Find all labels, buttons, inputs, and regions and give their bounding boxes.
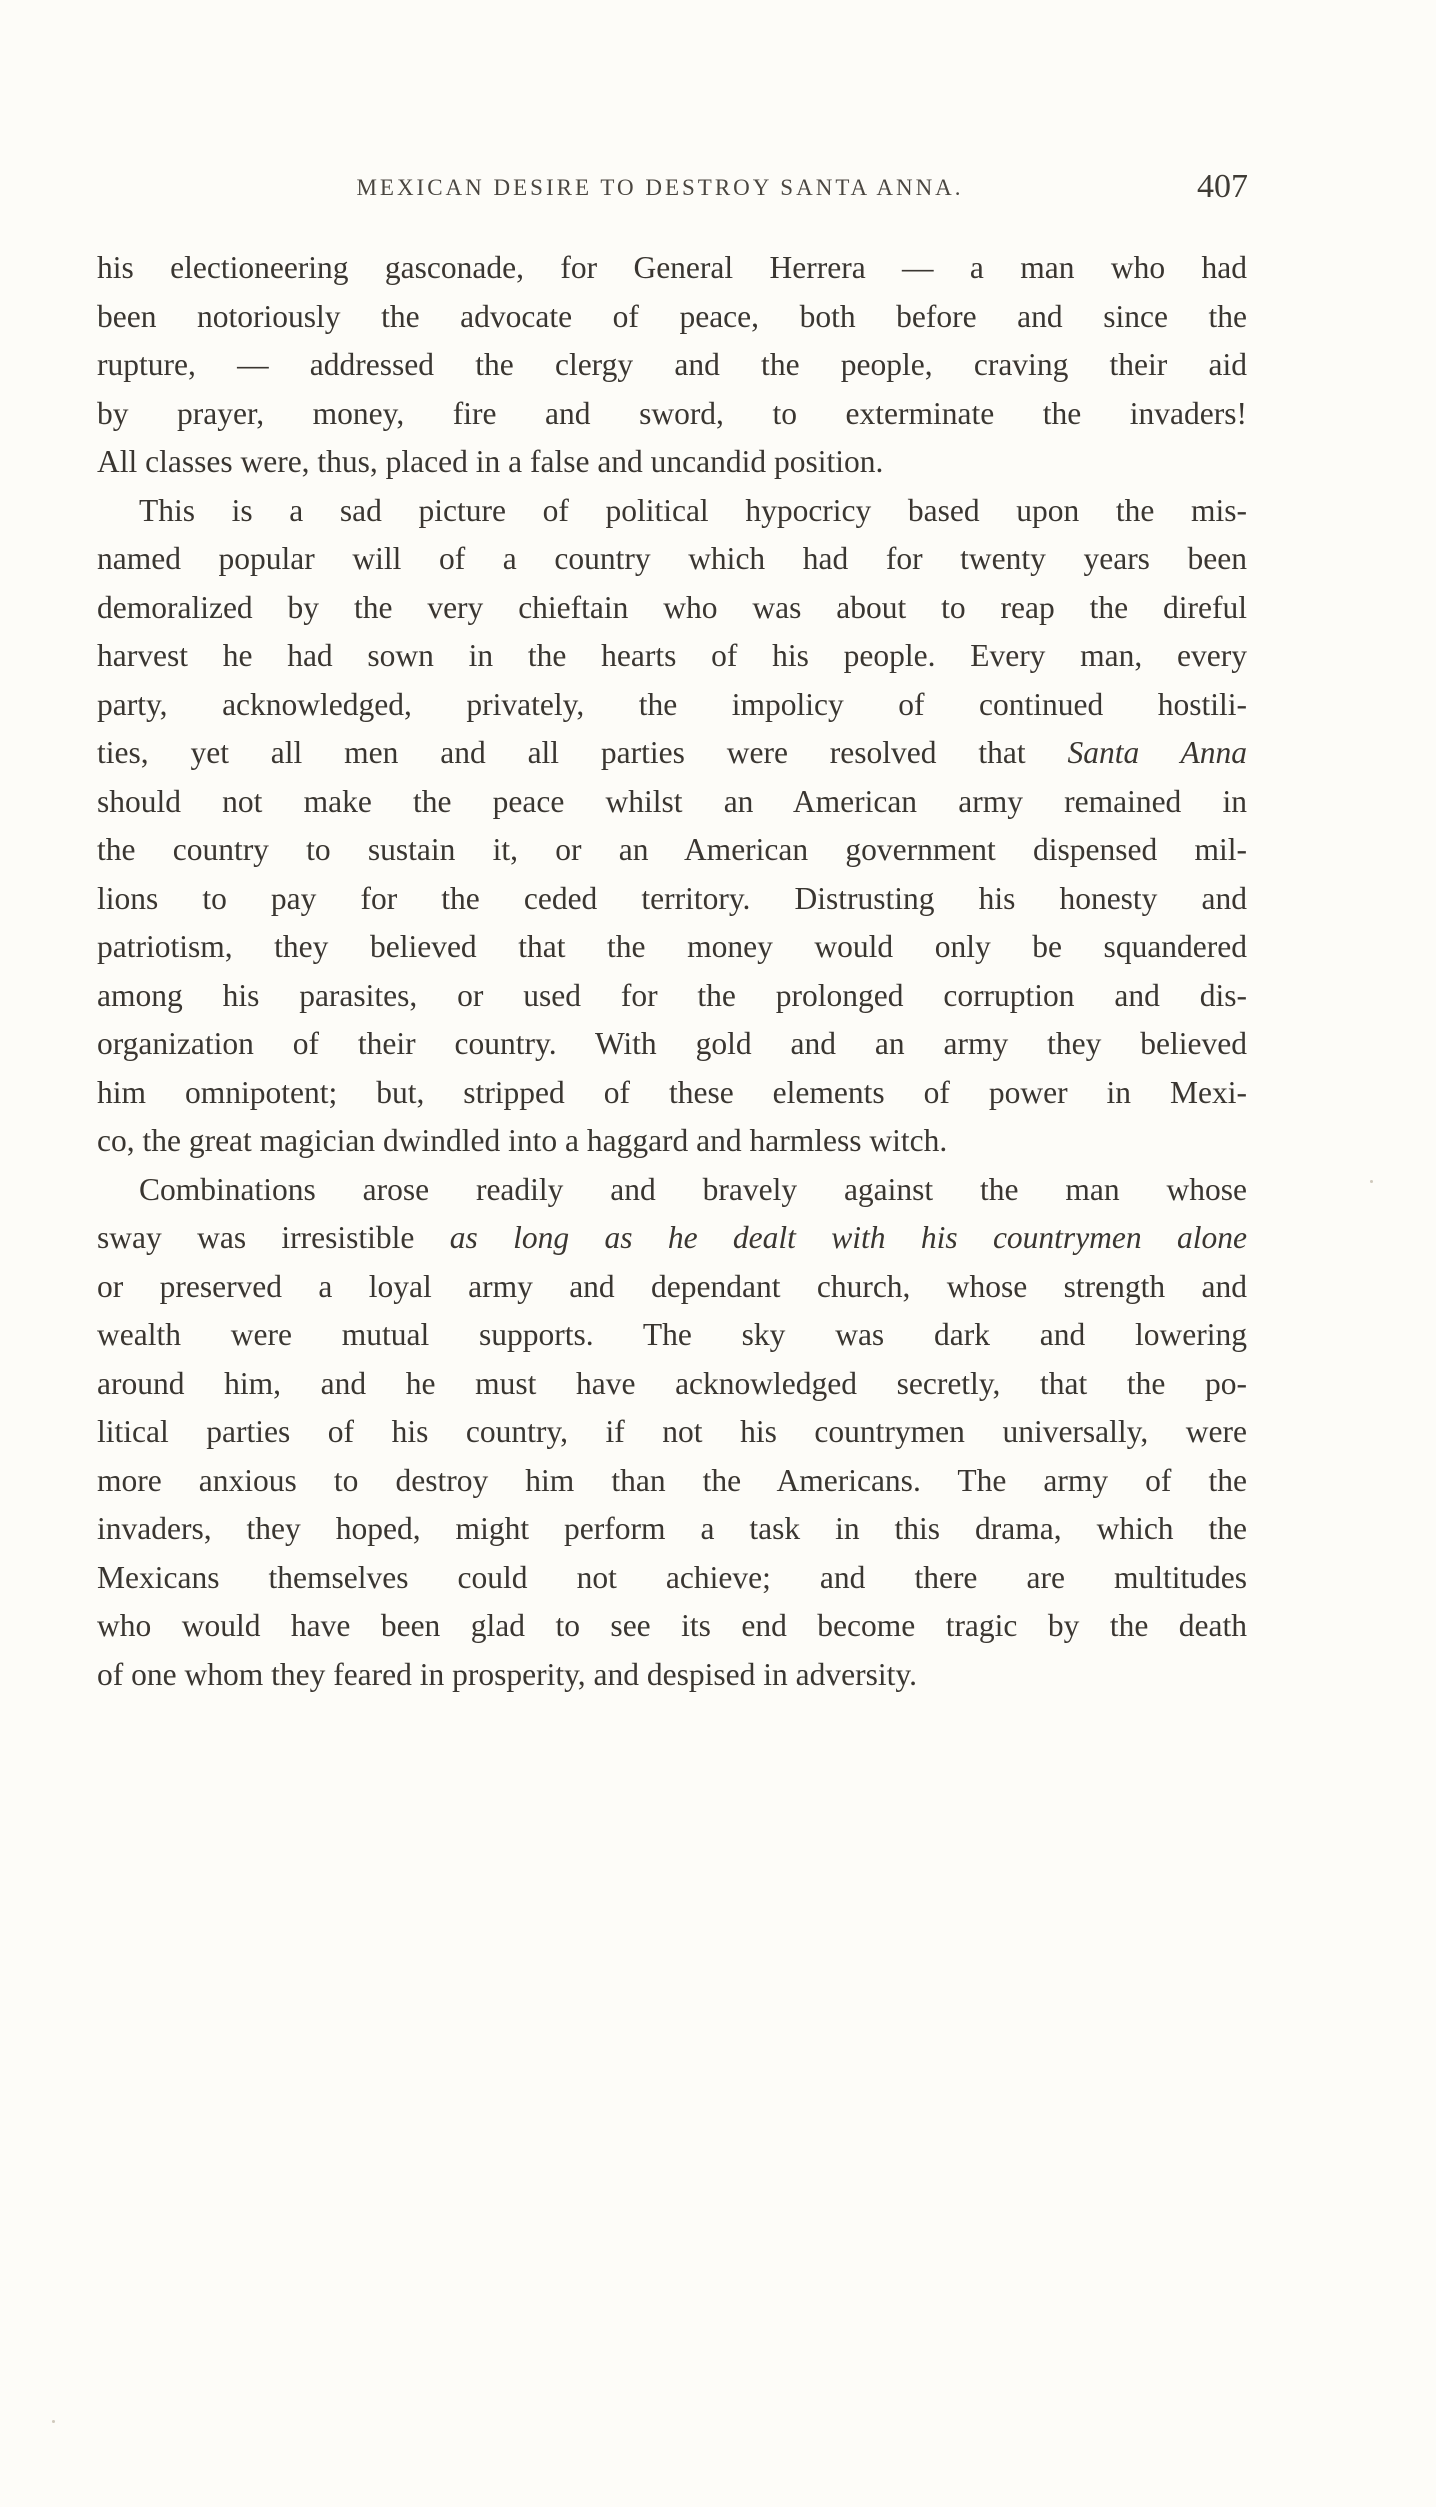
text-line: his electioneering gasconade, for General Herrera — a man who had [97, 250, 1247, 285]
text-run: sway was irresistible [97, 1220, 450, 1255]
text-line: wealth were mutual supports. The sky was dark and lowering [97, 1317, 1247, 1352]
paper-speck [52, 2420, 55, 2423]
text-line: around him, and he must have acknowledged secretly, that the po- [97, 1365, 1247, 1401]
text-line: rupture, — addressed the clergy and the people, craving their aid [97, 347, 1247, 382]
text-line: among his parasites, or used for the prolonged corruption and dis- [97, 977, 1247, 1013]
text-line [97, 729, 1247, 778]
text-line: been notoriously the advocate of peace, both before and since the [97, 298, 1247, 334]
text-line: organization of their country. With gold and an army they believed [97, 1026, 1247, 1061]
text-line: demoralized by the very chieftain who was about to reap the direful [97, 589, 1247, 625]
text-line: invaders, they hoped, might perform a task in this drama, which the [97, 1511, 1247, 1546]
running-head: MEXICAN DESIRE TO DESTROY SANTA ANNA. [356, 175, 964, 200]
italic-run: as long as he dealt with his countrymen alone [449, 1220, 1247, 1255]
text-line: co, the great magician dwindled into a haggard and harmless witch. [97, 1123, 948, 1158]
text-line: litical parties of his country, if not his countrymen universally, were [97, 1414, 1247, 1449]
text-line: This is a sad picture of political hypocricy based upon the mis- [139, 492, 1247, 528]
paper-speck [1370, 1180, 1373, 1183]
text-line: harvest he had sown in the hearts of his people. Every man, every [97, 638, 1247, 673]
page-number: 407 [1197, 168, 1248, 205]
text-line: more anxious to destroy him than the Americans. The army of the [97, 1462, 1247, 1498]
text-line: the country to sustain it, or an American government dispensed mil- [97, 832, 1247, 867]
text-line: patriotism, they believed that the money would only be squandered [97, 929, 1247, 964]
text-line: him omnipotent; but, stripped of these elements of power in Mexi- [97, 1074, 1247, 1110]
text-line: named popular will of a country which had for twenty years been [97, 541, 1247, 576]
text-line: by prayer, money, fire and sword, to exterminate the invaders! [97, 395, 1247, 431]
text-line: Combinations arose readily and bravely against the man whose [139, 1171, 1247, 1207]
text-line: Mexicans themselves could not achieve; and there are multitudes [97, 1559, 1247, 1595]
text-line: should not make the peace whilst an American army remained in [97, 783, 1247, 819]
text-line: All classes were, thus, placed in a false and uncandid position. [97, 444, 884, 479]
text-line: lions to pay for the ceded territory. Distrusting his honesty and [97, 880, 1247, 916]
text-line [97, 1214, 1247, 1263]
text-line: who would have been glad to see its end become tragic by the death [97, 1608, 1247, 1643]
text-line: of one whom they feared in prosperity, and despised in adversity. [97, 1656, 917, 1692]
italic-run: Santa Anna [1067, 735, 1247, 770]
text-line: party, acknowledged, privately, the impolicy of continued hostili- [97, 686, 1247, 722]
body-text [97, 244, 1247, 1699]
text-line: or preserved a loyal army and dependant church, whose strength and [97, 1268, 1247, 1304]
text-run: ties, yet all men and all parties were resolved that [97, 735, 1068, 770]
